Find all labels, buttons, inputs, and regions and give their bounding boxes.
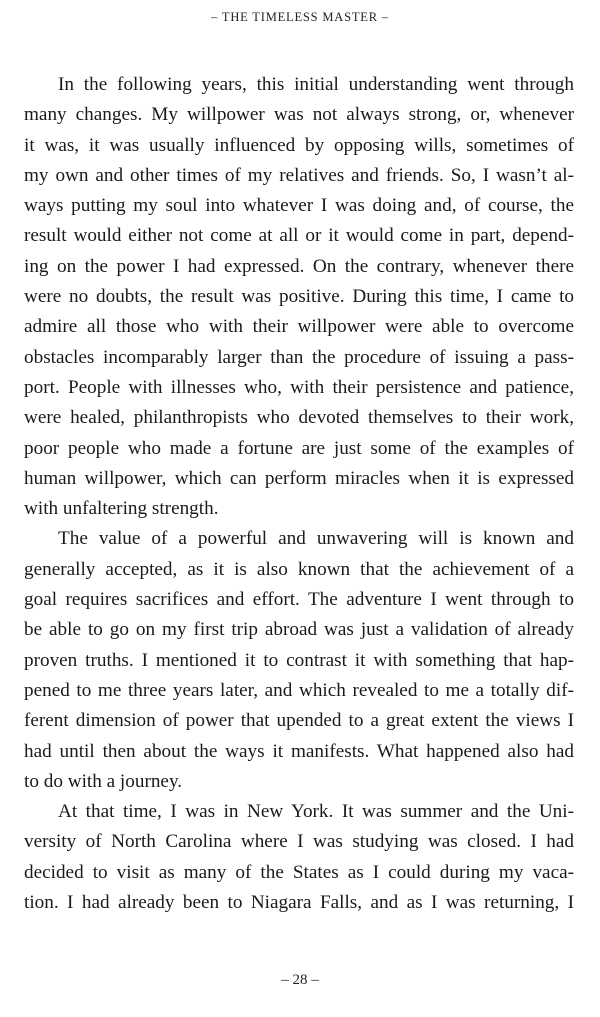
text-line: obstacles incomparably larger than the procedure of issuing a pass- [24,346,574,368]
paragraph-3 [24,797,574,918]
text-line: it was, it was usually influenced by opposing wills, sometimes of [24,134,574,156]
text-line: In the following years, this initial understanding went through [58,74,574,95]
text-line: decided to visit as many of the States as I could during my vaca- [24,861,574,883]
page-number: – 28 – [281,972,319,988]
text-line: many changes. My willpower was not always strong, or, whenever [24,104,574,126]
text-line: At that time, I was in New York. It was summer and the Uni- [58,801,574,823]
text-line: with unfaltering strength. [24,498,219,520]
text-line: ways putting my soul into whatever I was doing and, of course, the [24,195,574,217]
text-line: versity of North Carolina where I was studying was closed. I had [24,831,574,853]
text-line: tion. I had already been to Niagara Falls, and as I was returning, I [24,892,574,914]
text-line: pened to me three years later, and which revealed to me a totally dif- [24,679,574,701]
text-line: proven truths. I mentioned it to contrast it with something that hap- [24,649,574,671]
text-line: generally accepted, as it is also known that the achievement of a [24,558,574,580]
text-line: were healed, philanthropists who devoted themselves to their work, [24,407,574,429]
text-line: were no doubts, the result was positive. During this time, I came to [24,286,574,308]
text-line: human willpower, which can perform miracles when it is expressed [24,467,574,489]
paragraph-2 [24,524,574,797]
text-line: poor people who made a fortune are just some of the examples of [24,437,574,459]
text-line: port. People with illnesses who, with their persistence and patience, [24,376,574,398]
text-line: result would either not come at all or it would come in part, depend- [24,225,574,247]
paragraph-1 [24,70,574,524]
text-line: my own and other times of my relatives and friends. So, I wasn’t al- [24,164,574,186]
text-line: be able to go on my first trip abroad was just a validation of already [24,619,574,641]
running-head: – THE TIMELESS MASTER – [211,10,389,24]
text-line: admire all those who with their willpower were able to overcome [24,316,574,338]
text-line: ing on the power I had expressed. On the contrary, whenever there [24,255,574,277]
text-line: had until then about the ways it manifests. What happened also had [24,740,574,762]
text-line: goal requires sacrifices and effort. The adventure I went through to [24,589,574,611]
text-line: to do with a journey. [24,770,183,792]
body-text [24,70,574,918]
text-line: ferent dimension of power that upended to a great extent the views I [24,710,574,732]
text-line: The value of a powerful and unwavering will is known and [58,528,574,550]
